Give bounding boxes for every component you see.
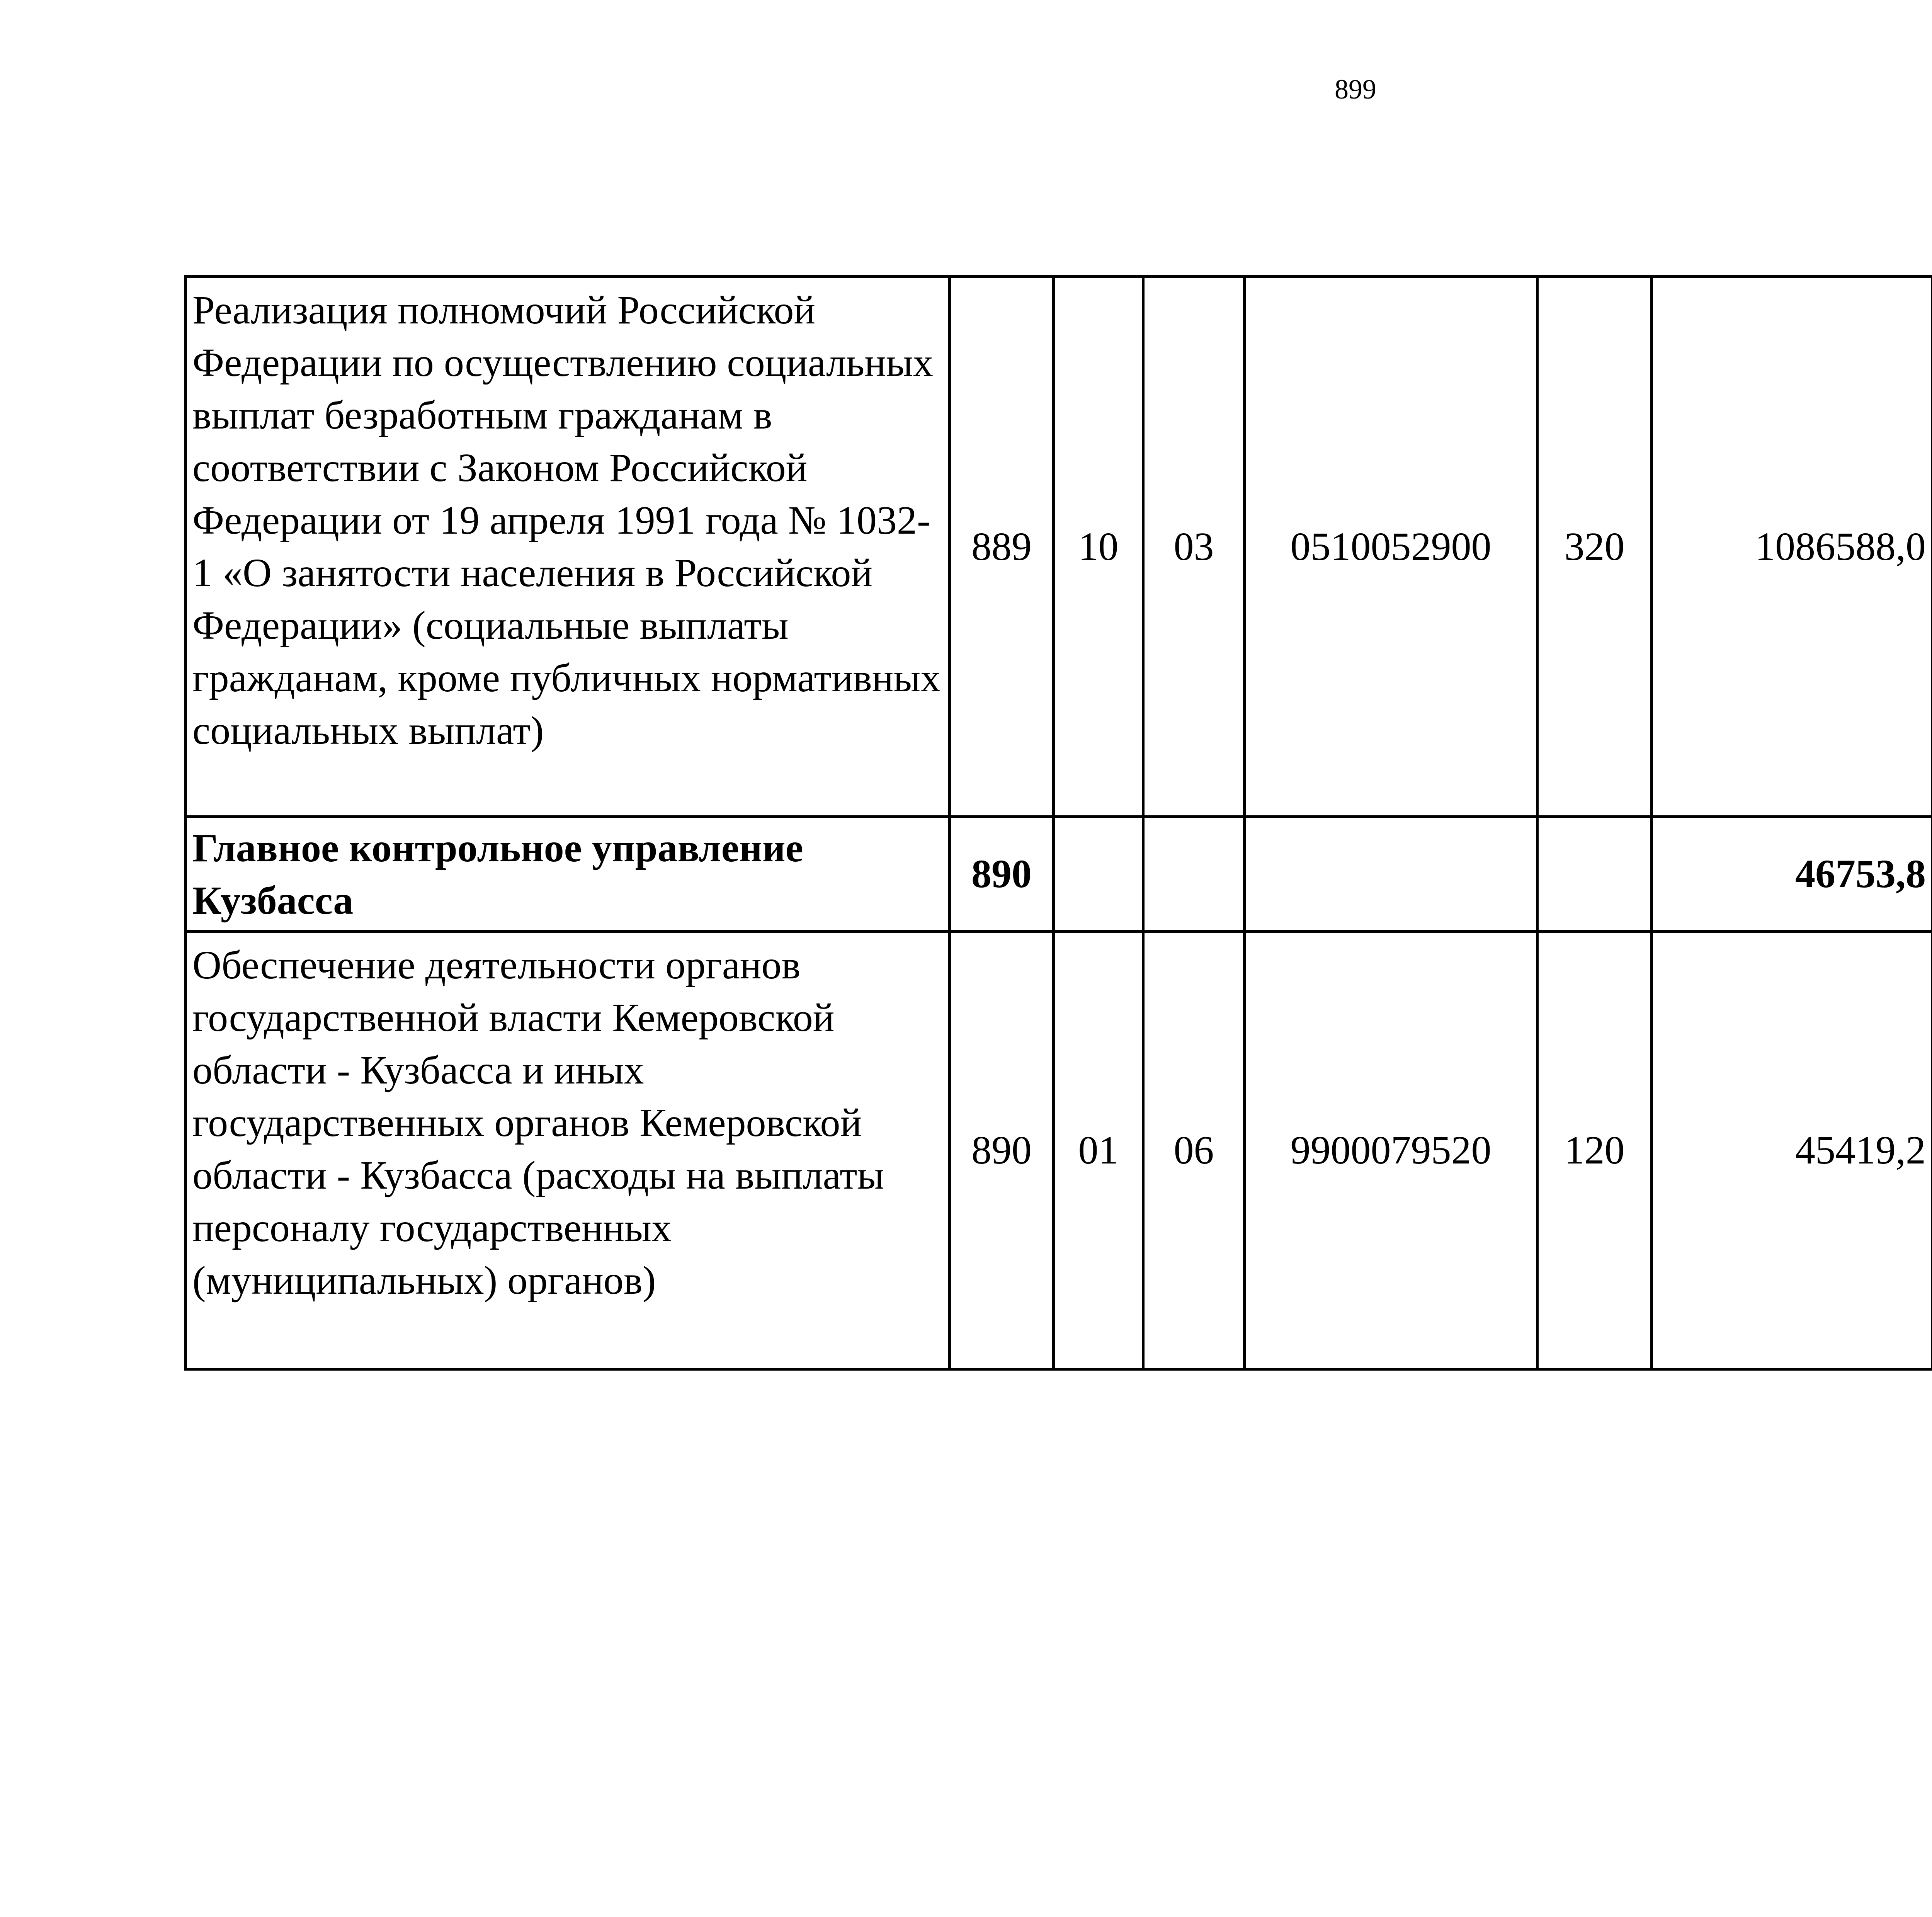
target-article-cell: [1245, 817, 1537, 932]
page-number: 899: [1335, 74, 1376, 105]
budget-table: [184, 275, 1932, 1371]
expense-type-cell: [1537, 817, 1652, 932]
amount-year-1-cell: 1086588,0: [1652, 277, 1932, 817]
section-code-cell: [1054, 817, 1143, 932]
amount-year-1-cell: 46753,8: [1652, 817, 1932, 932]
ministry-code-cell: 890: [950, 817, 1054, 932]
subsection-code-cell: 03: [1143, 277, 1245, 817]
target-article-cell: 0510052900: [1245, 277, 1537, 817]
expense-type-cell: 320: [1537, 277, 1652, 817]
subsection-code-cell: 06: [1143, 932, 1245, 1369]
ministry-code-cell: 889: [950, 277, 1054, 817]
section-code-cell: 01: [1054, 932, 1143, 1369]
section-code-cell: 10: [1054, 277, 1143, 817]
ministry-code-cell: 890: [950, 932, 1054, 1369]
table-row: [186, 277, 1932, 817]
amount-year-1-cell: 45419,2: [1652, 932, 1932, 1369]
subsection-code-cell: [1143, 817, 1245, 932]
target-article-cell: 9900079520: [1245, 932, 1537, 1369]
expense-type-cell: 120: [1537, 932, 1652, 1369]
expense-name-cell: Главное контрольное управление Кузбасса: [186, 817, 950, 932]
expense-name-cell: Обеспечение деятельности органов государственной власти Кемеровской области - Кузбасса и иных государственных органов Кемеровской области - Кузбасса (расходы на выплаты персоналу государственных (муниципальных) органов): [186, 932, 950, 1369]
table-row: [186, 932, 1932, 1369]
table-row: [186, 817, 1932, 932]
expense-name-cell: Реализация полномочий Российской Федерации по осуществлению социальных выплат безработным гражданам в соответствии с Законом Российской Федерации от 19 апреля 1991 года № 1032-1 «О занятости населения в Российской Федерации» (социальные выплаты гражданам, кроме публичных нормативных социальных выплат): [186, 277, 950, 817]
